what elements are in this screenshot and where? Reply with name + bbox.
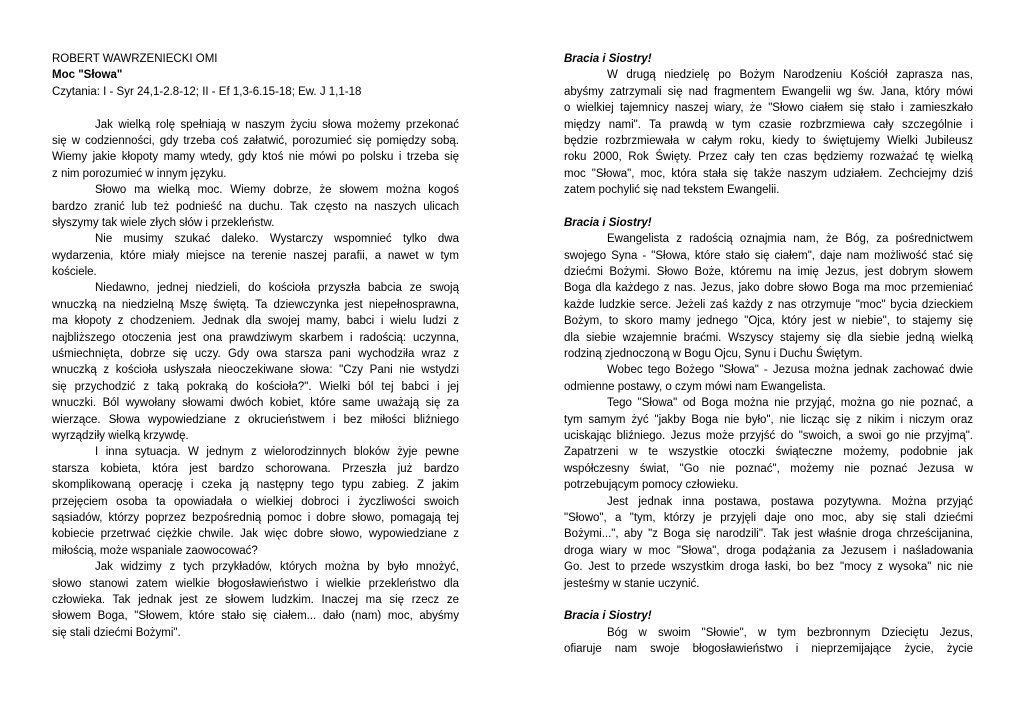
right-body-text [564, 51, 973, 657]
text-line: bardzo zranić lub też podnieść na duchu. Tak często na naszych ulicach [52, 200, 459, 213]
section-heading: Bracia i Siostry! [564, 216, 652, 229]
text-line: wyrządziły wielką krzywdę. [52, 429, 189, 442]
text-line: "Słowo", a "tym, którzy je przyjęli daje ono moc, aby się stali dziećmi [564, 511, 973, 524]
text-line: wnuczką na niedzielną Mszę świętą. Ta dziewczynka jest niepełnosprawna, [52, 298, 459, 311]
paragraph-gap [564, 199, 973, 215]
text-line: potrzebującym pomocy człowieku. [564, 479, 739, 492]
text-line: Jak widzimy z tych przykładów, których można by było mnożyć, [95, 561, 459, 574]
text-line: miłością, może wspaniale zaowocować? [52, 544, 258, 557]
text-line: się przychodzić z taką pokraką do kościoła?". Wielki ból tej babci i jej [52, 380, 459, 393]
text-line: o wielkiej tajemnicy naszej wiary, że "Słowo ciałem się stało i zamieszkało [564, 102, 973, 115]
text-line: przejęciem osoba ta opowiadała o wielkiej dobroci i życzliwości swoich [52, 495, 459, 508]
text-line: sąsiadów, którzy poprzez bezpośrednią pomoc i dobre słowo, pomagają tej [52, 511, 459, 524]
text-line: dla siebie wzajemnie braćmi. Wszyscy stajemy się dla siebie jedną wielką [564, 331, 973, 344]
text-line: Ewangelista z radością oznajmia nam, że Bóg, za pośrednictwem [607, 233, 973, 246]
text-line: Wobec tego Bożego "Słowa" - Jezusa można jednak zachować dwie [607, 364, 973, 377]
text-line: człowieka. Tak jednak jest ze słowem ludzkim. Inaczej ma się rzecz ze [52, 593, 459, 606]
text-line: współczesny świat, "Go nie poznać", możemy nie poznać Jezusa w [564, 462, 973, 475]
text-line: Bożym, to skoro mamy jednego "Ojca, który jest w niebie", to stajemy się [564, 315, 973, 328]
paragraph-gap [564, 592, 973, 608]
text-line: każde ludzkie serce. Jeżeli zaś każdy z nas otrzymuje "moc" bycia dzieckiem [564, 298, 973, 311]
text-line: Bożymi...", aby "z Boga się narodzili". Tak jest właśnie droga chrześcijanina, [564, 528, 973, 541]
right-column [564, 51, 973, 657]
text-line: między nami". Ta prawdą w tym czasie rozbrzmiewa cały szczególnie i [564, 118, 973, 131]
text-line: ma kłopoty z chodzeniem. Jednak dla swojej mamy, babci i wielu ludzi z [52, 315, 459, 328]
section-heading: Bracia i Siostry! [564, 610, 652, 623]
text-line: Zapatrzeni w te wszystkie otoczki świąteczne możemy, podobnie jak [564, 446, 973, 459]
section-heading: Bracia i Siostry! [564, 53, 652, 65]
text-line: Wiemy jakie kłopoty mamy wtedy, gdy ktoś nie mówi po polsku i trzeba się [52, 151, 459, 164]
text-line: moc "Słowa", moc, która stała się także naszym udziałem. Zechciejmy dziś [564, 167, 973, 180]
paragraph-gap [52, 100, 459, 116]
text-line: zatem pochylić się nad tekstem Ewangelii. [564, 184, 780, 197]
text-line: będzie rozbrzmiewała w całym roku, kiedy to świętujemy Wielki Jubileusz [564, 134, 973, 147]
text-line: z nim porozumieć w innym języku. [52, 167, 227, 180]
text-line: W drugą niedzielę po Bożym Narodzeniu Kościół zaprasza nas, [607, 69, 973, 82]
text-line: najbliższego otoczenia jest ona prawdziwym skarbem i radością: uczynna, [52, 331, 459, 344]
text-line: kobiecie przetrwać ciężkie chwile. Jak więc dobre słowo, wypowiedziane z [52, 528, 459, 541]
text-line: tym samym żyć "jakby Boga nie było", nie licząc się z nikim i niczym oraz [564, 413, 973, 426]
text-line: I inna sytuacja. W jednym z wielorodzinnych bloków żyje pewne [95, 446, 459, 459]
left-column [52, 51, 459, 641]
text-line: Słowo ma wielką moc. Wiemy dobrze, że słowem można kogoś [95, 184, 459, 197]
text-line: ofiaruje nam swoje błogosławieństwo i nieprzemijające życie, życie [564, 643, 973, 656]
text-line: się stali dziećmi Bożymi". [52, 626, 181, 639]
text-line: słowo stanowi zatem wielkie błogosławieństwo i wielkie przekleństwo dla [52, 577, 459, 590]
text-line: droga wiary w moc "Słowa", droga podążania za Jezusem i naśladowania [564, 544, 973, 557]
sermon-title: Moc "Słowa" [52, 69, 123, 82]
text-line: jesteśmy w stanie uczynić. [564, 577, 700, 590]
text-line: uśmiechnięta, dobrze się uczy. Gdy owa starsza pani wychodziła wraz z [52, 348, 459, 361]
text-line: Jest jednak inna postawa, postawa pozytywna. Można przyjąć [607, 495, 973, 508]
text-line: odmienne postawy, o czym mówi nam Ewangelista. [564, 380, 826, 393]
text-line: abyśmy zatrzymali się nad fragmentem Ewangelii wg św. Jana, który mówi [564, 85, 973, 98]
text-line: Bóg w swoim "Słowie", w tym bezbronnym Dzieciętu Jezus, [607, 626, 973, 639]
text-line: wierzące. Słowa wypowiedziane z okrucieństwem i bez miłości bliźniego [52, 413, 459, 426]
text-line: wnuczki. Ból wywołany słowami dwóch kobiet, które same uważają się za [52, 397, 459, 410]
readings-line: Czytania: I - Syr 24,1-2.8-12; II - Ef 1,3-6.15-18; Ew. J 1,1-18 [52, 85, 362, 98]
text-line: wnuczką z kościoła usłyszała nieoczekiwane słowa: "Czy Pani nie wstydzi [52, 364, 459, 377]
text-line: Go. Jest to przede wszystkim droga łaski, bo bez "mocy z wysoka" nic nie [564, 561, 973, 574]
author-name: ROBERT WAWRZENIECKI OMI [52, 53, 218, 65]
text-line: Tego "Słowa" od Boga można nie przyjąć, można go nie poznać, a [607, 397, 973, 410]
text-line: Jak wielką rolę spełniają w naszym życiu słowa możemy przekonać [95, 118, 459, 131]
text-line: skomplikowaną operację i czeka ją następny tego typu zabieg. Z jakim [52, 479, 459, 492]
text-line: wydarzenia, które miały miejsce na terenie naszej parafii, a nawet w tym [52, 249, 459, 262]
text-line: dziećmi Bożymi. Słowo Boże, któremu na imię Jezus, jest dobrym słowem [564, 266, 973, 279]
text-line: swojego Syna - "Słowa, które stało się ciałem", daje nam możliwość stać się [564, 249, 973, 262]
left-body-text [52, 117, 459, 642]
text-line: słyszymy tak wiele złych słów i przekleństw. [52, 216, 275, 229]
text-line: słowem Boga, "Słowem, które stało się ciałem... dało (nam) moc, abyśmy [52, 610, 459, 623]
text-line: Niedawno, jednej niedzieli, do kościoła przyszła babcia ze swoją [95, 282, 459, 295]
text-line: kościele. [52, 266, 97, 279]
text-line: rodziną zjednoczoną w Bogu Ojcu, Synu i Duchu Świętym. [564, 348, 863, 361]
text-line: roku 2000, Rok Święty. Przez cały ten czas będziemy rozważać tę wielką [564, 151, 973, 164]
text-line: uciskając bliźniego. Jezus może przyjść do "swoich, a swoi go nie przyjmą". [564, 429, 973, 442]
text-line: Boga dla każdego z nas. Jezus, jako dobre słowo Boga ma moc przemieniać [564, 282, 973, 295]
text-line: Nie musimy szukać daleko. Wystarczy wspomnieć tylko dwa [95, 233, 459, 246]
text-line: starsza kobieta, która jest bardzo schorowana. Przeszła już bardzo [52, 462, 459, 475]
text-line: się w codzienności, gdy trzeba coś załatwić, porozumieć się pomiędzy sobą. [52, 134, 459, 147]
